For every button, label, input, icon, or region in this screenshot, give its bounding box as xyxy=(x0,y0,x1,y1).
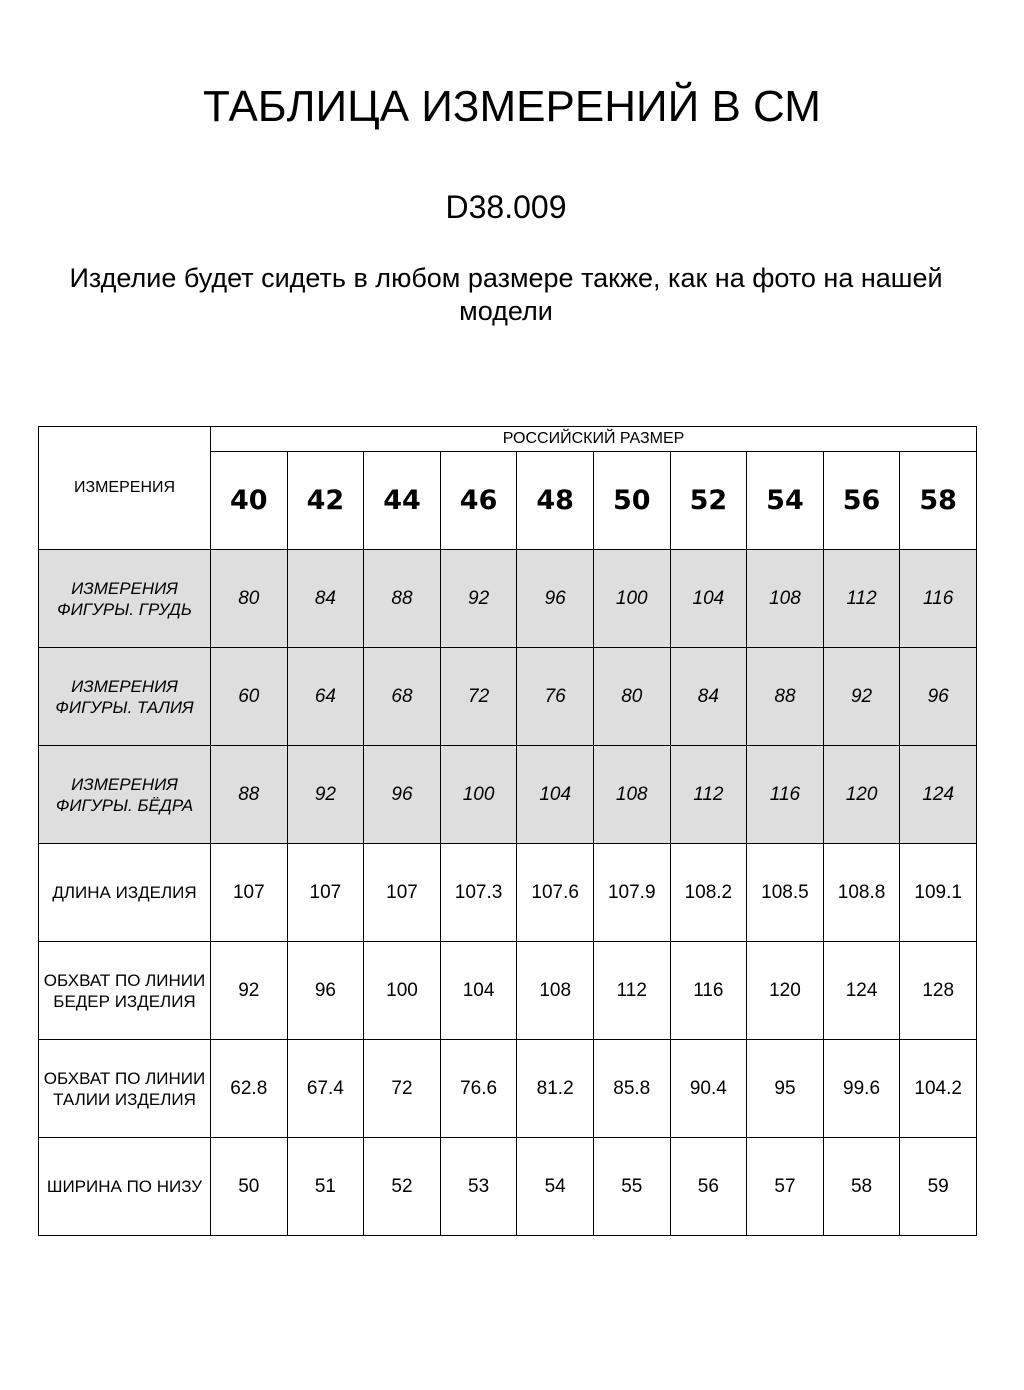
table-cell: 84 xyxy=(670,648,747,746)
row-label: ИЗМЕРЕНИЯ ФИГУРЫ. БЁДРА xyxy=(39,746,211,844)
table-cell: 108 xyxy=(517,942,594,1040)
table-cell: 104 xyxy=(440,942,517,1040)
size-header-cell: 46 xyxy=(440,452,517,550)
table-cell: 84 xyxy=(287,550,364,648)
table-cell: 96 xyxy=(364,746,441,844)
table-cell: 92 xyxy=(440,550,517,648)
table-cell: 104 xyxy=(517,746,594,844)
table-cell: 107.3 xyxy=(440,844,517,942)
table-cell: 107 xyxy=(211,844,288,942)
table-row xyxy=(39,746,977,844)
table-cell: 96 xyxy=(900,648,977,746)
table-cell: 124 xyxy=(823,942,900,1040)
table-cell: 88 xyxy=(211,746,288,844)
table-cell: 107.6 xyxy=(517,844,594,942)
table-cell: 50 xyxy=(211,1138,288,1236)
size-header-cell: 40 xyxy=(211,452,288,550)
table-row xyxy=(39,942,977,1040)
table-cell: 100 xyxy=(593,550,670,648)
size-header-cell: 50 xyxy=(593,452,670,550)
size-header-cell: 48 xyxy=(517,452,594,550)
table-cell: 120 xyxy=(823,746,900,844)
size-header-cell: 42 xyxy=(287,452,364,550)
table-cell: 96 xyxy=(287,942,364,1040)
table-row xyxy=(39,648,977,746)
row-label: ДЛИНА ИЗДЕЛИЯ xyxy=(39,844,211,942)
size-group-header: РОССИЙСКИЙ РАЗМЕР xyxy=(211,427,977,452)
table-cell: 76 xyxy=(517,648,594,746)
table-row xyxy=(39,1138,977,1236)
table-cell: 107 xyxy=(364,844,441,942)
table-cell: 92 xyxy=(823,648,900,746)
table-cell: 108 xyxy=(747,550,824,648)
table-cell: 88 xyxy=(364,550,441,648)
size-table xyxy=(38,426,977,1236)
table-cell: 81.2 xyxy=(517,1040,594,1138)
table-cell: 56 xyxy=(670,1138,747,1236)
size-header-cell: 44 xyxy=(364,452,441,550)
table-cell: 116 xyxy=(670,942,747,1040)
table-cell: 108.5 xyxy=(747,844,824,942)
table-cell: 112 xyxy=(593,942,670,1040)
row-label: ОБХВАТ ПО ЛИНИИ ТАЛИИ ИЗДЕЛИЯ xyxy=(39,1040,211,1138)
table-cell: 95 xyxy=(747,1040,824,1138)
table-cell: 60 xyxy=(211,648,288,746)
measure-header: ИЗМЕРЕНИЯ xyxy=(39,427,211,550)
table-cell: 55 xyxy=(593,1138,670,1236)
table-cell: 67.4 xyxy=(287,1040,364,1138)
table-row xyxy=(39,1040,977,1138)
table-cell: 116 xyxy=(747,746,824,844)
table-cell: 88 xyxy=(747,648,824,746)
size-header-cell: 54 xyxy=(747,452,824,550)
row-label: ИЗМЕРЕНИЯ ФИГУРЫ. ГРУДЬ xyxy=(39,550,211,648)
table-cell: 108.2 xyxy=(670,844,747,942)
table-cell: 57 xyxy=(747,1138,824,1236)
table-cell: 90.4 xyxy=(670,1040,747,1138)
table-cell: 112 xyxy=(823,550,900,648)
table-cell: 72 xyxy=(364,1040,441,1138)
table-cell: 128 xyxy=(900,942,977,1040)
table-cell: 51 xyxy=(287,1138,364,1236)
table-cell: 92 xyxy=(211,942,288,1040)
row-label: ОБХВАТ ПО ЛИНИИ БЕДЕР ИЗДЕЛИЯ xyxy=(39,942,211,1040)
table-cell: 64 xyxy=(287,648,364,746)
table-cell: 68 xyxy=(364,648,441,746)
table-header-row xyxy=(39,427,977,452)
table-cell: 104 xyxy=(670,550,747,648)
table-cell: 54 xyxy=(517,1138,594,1236)
row-label: ИЗМЕРЕНИЯ ФИГУРЫ. ТАЛИЯ xyxy=(39,648,211,746)
table-cell: 62.8 xyxy=(211,1040,288,1138)
table-cell: 104.2 xyxy=(900,1040,977,1138)
table-cell: 124 xyxy=(900,746,977,844)
table-cell: 53 xyxy=(440,1138,517,1236)
size-header-cell: 52 xyxy=(670,452,747,550)
table-cell: 107 xyxy=(287,844,364,942)
table-cell: 100 xyxy=(440,746,517,844)
row-label: ШИРИНА ПО НИЗУ xyxy=(39,1138,211,1236)
size-header-cell: 56 xyxy=(823,452,900,550)
model-code: D38.009 xyxy=(445,189,567,225)
table-cell: 107.9 xyxy=(593,844,670,942)
table-cell: 52 xyxy=(364,1138,441,1236)
table-cell: 58 xyxy=(823,1138,900,1236)
fit-note: Изделие будет сидеть в любом размере также, как на фото на нашей модели xyxy=(69,263,943,326)
table-cell: 80 xyxy=(593,648,670,746)
table-row xyxy=(39,844,977,942)
table-cell: 72 xyxy=(440,648,517,746)
table-cell: 59 xyxy=(900,1138,977,1236)
table-cell: 108 xyxy=(593,746,670,844)
table-cell: 112 xyxy=(670,746,747,844)
table-cell: 96 xyxy=(517,550,594,648)
table-cell: 116 xyxy=(900,550,977,648)
table-cell: 120 xyxy=(747,942,824,1040)
table-cell: 100 xyxy=(364,942,441,1040)
table-row xyxy=(39,550,977,648)
page-title: ТАБЛИЦА ИЗМЕРЕНИЙ В СМ xyxy=(203,82,821,131)
size-header-cell: 58 xyxy=(900,452,977,550)
table-cell: 92 xyxy=(287,746,364,844)
table-cell: 108.8 xyxy=(823,844,900,942)
table-cell: 109.1 xyxy=(900,844,977,942)
table-cell: 80 xyxy=(211,550,288,648)
table-cell: 76.6 xyxy=(440,1040,517,1138)
table-cell: 99.6 xyxy=(823,1040,900,1138)
table-cell: 85.8 xyxy=(593,1040,670,1138)
